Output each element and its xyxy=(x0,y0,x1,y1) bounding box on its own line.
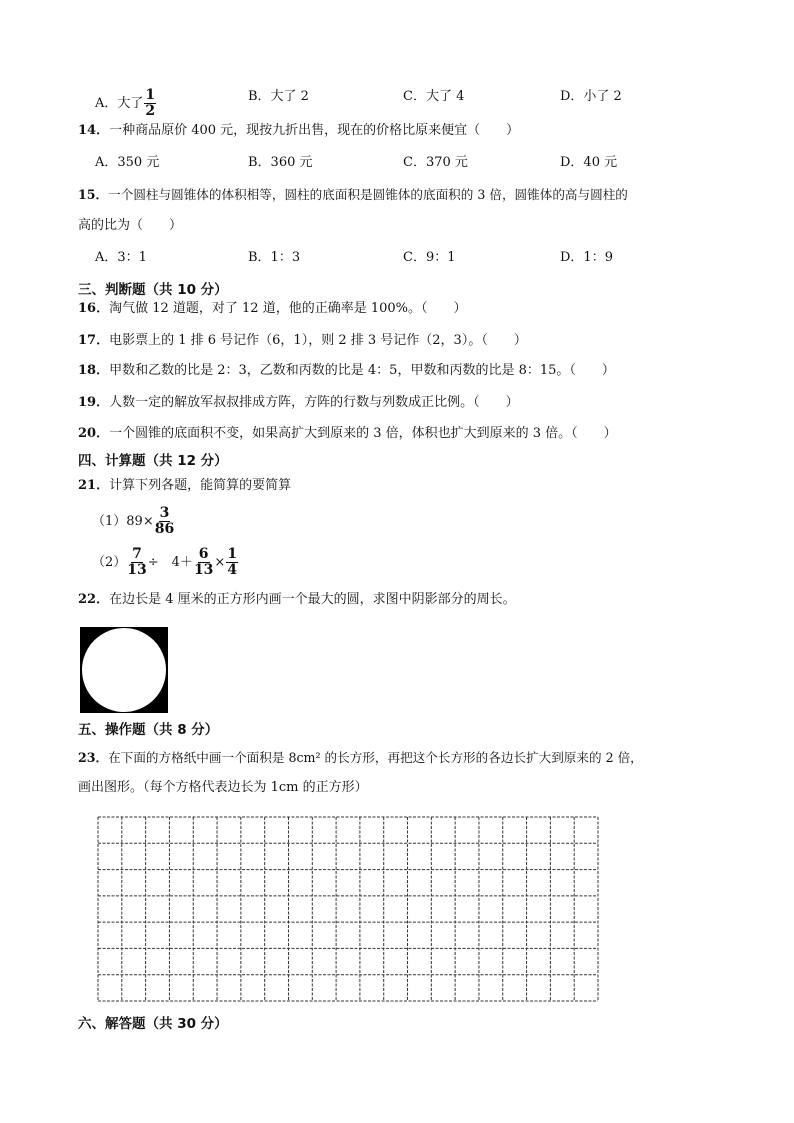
numerator: 1 xyxy=(145,87,156,103)
operator-text: ÷ 4＋ xyxy=(147,555,193,570)
denominator: 4 xyxy=(227,562,238,578)
q16 xyxy=(78,300,467,318)
question-text: 在下面的方格纸中画一个面积是 8cm² 的长方形，再把这个长方形的各边长扩大到原来的 2 倍， xyxy=(108,750,643,765)
q14-option-b: B．360 元 xyxy=(248,155,313,170)
q14-option-d: D．40 元 xyxy=(560,155,618,170)
numerator: 1 xyxy=(227,546,238,562)
square-grid-paper[interactable] xyxy=(97,816,599,1002)
question-number: 20． xyxy=(78,426,110,441)
q15-option-b: B．1：3 xyxy=(248,250,301,265)
fraction xyxy=(194,547,213,578)
question-number: 19． xyxy=(78,395,110,410)
question-text: 一个圆柱与圆锥体的体积相等，圆柱的底面积是圆锥体的底面积的 3 倍，圆锥体的高与圆柱的 xyxy=(108,187,628,202)
section-heading-answers: 六、解答题（共 30 分） xyxy=(78,1016,228,1032)
q14-option-a: A．350 元 xyxy=(95,155,160,170)
q15-option-a: A．3：1 xyxy=(95,250,147,265)
q15-stem-line2: 高的比为（ ） xyxy=(78,218,183,233)
question-text: 甲数和乙数的比是 2：3，乙数和丙数的比是 4：5，甲数和丙数的比是 8：15。（ ） xyxy=(109,363,615,378)
q23-line2: 画出图形。（每个方格代表边长为 1cm 的正方形） xyxy=(78,780,368,795)
operator-text: × xyxy=(214,555,226,570)
expression-text: （1）89× xyxy=(92,514,154,529)
q20 xyxy=(78,425,617,443)
fraction xyxy=(226,547,238,578)
q15-option-c: C．9：1 xyxy=(403,250,456,265)
q21 xyxy=(78,477,291,495)
section-heading-judgement: 三、判断题（共 10 分） xyxy=(78,282,228,298)
question-text: 一种商品原价 400 元，现按九折出售，现在的价格比原来便宜（ ） xyxy=(109,123,520,138)
fraction xyxy=(155,506,174,537)
question-number: 16． xyxy=(78,301,110,316)
denominator: 86 xyxy=(154,521,175,537)
question-number: 18． xyxy=(78,363,110,378)
denominator: 13 xyxy=(193,562,214,578)
q18 xyxy=(78,362,615,380)
section-heading-calculation: 四、计算题（共 12 分） xyxy=(78,453,228,469)
question-text: 人数一定的解放军叔叔排成方阵，方阵的行数与列数成正比例。（ ） xyxy=(109,395,519,410)
denominator: 13 xyxy=(127,562,147,578)
q23 xyxy=(78,749,643,767)
inscribed-circle xyxy=(82,628,166,712)
question-number: 17． xyxy=(78,333,110,348)
question-number: 23． xyxy=(78,750,109,765)
q15-option-d: D．1：9 xyxy=(560,250,613,265)
q15-stem xyxy=(78,186,628,204)
question-text: 一个圆锥的底面积不变，如果高扩大到原来的 3 倍，体积也扩大到原来的 3 倍。（ ） xyxy=(109,426,617,441)
numerator: 7 xyxy=(132,546,142,562)
question-text: 电影票上的 1 排 6 号记作（6，1），则 2 排 3 号记作（2，3）。（ ） xyxy=(109,333,527,348)
question-text: 在边长是 4 厘米的正方形内画一个最大的圆，求图中阴影部分的周长。 xyxy=(109,592,516,607)
denominator: 2 xyxy=(145,103,156,119)
numerator: 6 xyxy=(198,546,209,562)
q13-option-b: B．大了 2 xyxy=(248,89,309,104)
option-text: A．大了 xyxy=(95,96,144,111)
fraction xyxy=(144,88,156,119)
question-number: 14． xyxy=(78,123,110,138)
q14-option-c: C．370 元 xyxy=(403,155,468,170)
question-text: 淘气做 12 道题，对了 12 道，他的正确率是 100%。（ ） xyxy=(109,301,467,316)
section-heading-operation: 五、操作题（共 8 分） xyxy=(78,722,219,738)
question-number: 21． xyxy=(78,478,110,493)
q21-part2 xyxy=(92,547,239,578)
fraction xyxy=(127,547,146,578)
question-number: 22． xyxy=(78,592,110,607)
numerator: 3 xyxy=(159,505,170,521)
q13-option-a xyxy=(95,88,157,119)
q13-option-d: D．小了 2 xyxy=(560,89,622,104)
q13-option-c: C．大了 4 xyxy=(403,89,465,104)
q21-part1 xyxy=(92,506,175,537)
q22 xyxy=(78,591,516,609)
question-text: 计算下列各题，能简算的要简算 xyxy=(109,478,292,493)
question-number: 15． xyxy=(78,187,109,202)
q14-stem xyxy=(78,122,519,140)
q17 xyxy=(78,332,527,350)
q19 xyxy=(78,394,519,412)
square-with-inscribed-circle-figure xyxy=(80,627,168,713)
expression-text: （2） xyxy=(92,555,127,570)
